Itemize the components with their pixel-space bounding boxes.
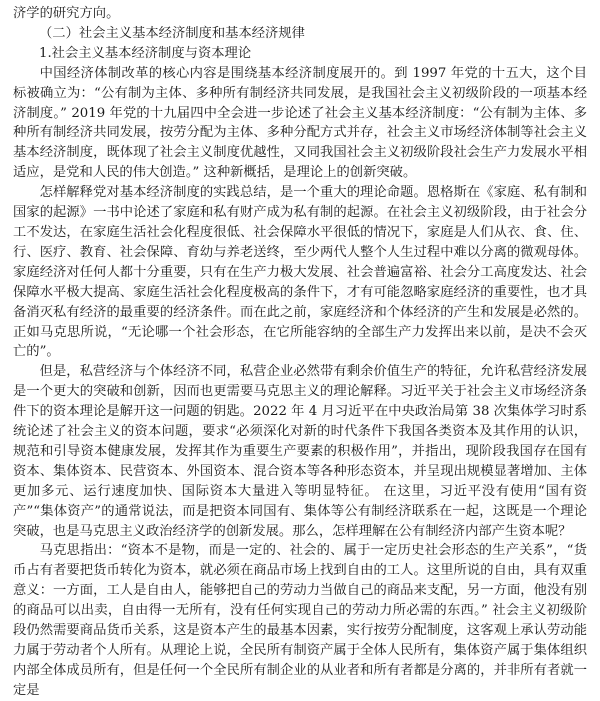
- paragraph: 但是，私营经济与个体经济不同，私营企业必然带有剩余价值生产的特征，允许私营经济发展是一个更大的突破和创新，因而也更需要马克思主义的理论解释。习近平关于社会主义市场经济条件下的资本理论是解开这一问题的钥匙。2022 年 4 月习近平在中央政治局第 38 次集体学习时系统论述了社会主义的资本问题，要求“必须深化对新的时代条件下我国各类资本及其作用的认识，规范和引导资本健康发展，发挥其作为重要生产要素的积极作用”，并指出，现阶段我国存在国有资本、集体资本、民营资本、外国资本、混合资本等各种形态资本，并呈现出规模显著增加、主体更加多元、运行速度加快、国际资本大量进入等明显特征。 在这里，习近平没有使用“国有资产”“集体资产”的通常说法，而是把资本同国有、集体等公有制经济联系在一起，这既是一个理论突破，也是马克思主义政治经济学的创新发展。那么，怎样理解在公有制经济内部产生资本呢？: [13, 364, 587, 539]
- paragraph: 马克思指出：“资本不是物，而是一定的、社会的、属于一定历史社会形态的生产关系”，“货币占有者要把货币转化为资本，就必须在商品市场上找到自由的工人。这里所说的自由，具有双重意义：一方面，工人是自由人，能够把自己的劳动力当做自己的商品来支配，另一方面，他没有别的商品可以出卖，自由得一无所有，没有任何实现自己的劳动力所必需的东西。” 社会主义初级阶段仍然需要商品货币关系，这是资本产生的最基本因素，实行按劳分配制度，这客观上承认劳动能力属于劳动者个人所有。从理论上说，全民所有制资产属于全体人民所有，集体资产属于集体组织内部全体成员所有，但是任何一个全民所有制企业的从业者和所有者都是分离的，并非所有者就一定是: [13, 543, 587, 698]
- section-heading: （二）社会主义基本经济制度和基本经济规律: [39, 25, 305, 41]
- paragraph: 中国经济体制改革的核心内容是围绕基本经济制度展开的。到 1997 年党的十五大，这个目标被确立为：“公有制为主体、多种所有制经济共同发展，是我国社会主义初级阶段的一项基本经济制度。” 2019 年党的十九届四中全会进一步论述了社会主义基本经济制度：“公有制为主体、多种所有制经济共同发展，按劳分配为主体、多种分配方式并存，社会主义市场经济体制等社会主义基本经济制度，既体现了社会主义制度优越性，又同我国社会主义初级阶段社会生产力发展水平相适应，是党和人民的伟大创造。” 这种新概括，是理论上的创新突破。: [13, 65, 587, 181]
- lead-fragment: 济学的研究方向。: [13, 6, 120, 21]
- subsection-heading: 1.社会主义基本经济制度与资本理论: [39, 45, 252, 61]
- paragraph: 怎样解释党对基本经济制度的实践总结，是一个重大的理论命题。恩格斯在《家庭、私有制和国家的起源》一书中论述了家庭和私有财产成为私有制的起源。在社会主义初级阶段，由于社会分工不发达，在家庭生活社会化程度很低、社会保障水平很低的情况下，家庭是人们从衣、食、住、行、医疗、教育、社会保障、育幼与养老送终，至少两代人整个人生过程中难以分离的微观母体。家庭经济对任何人都十分重要，只有在生产力极大发展、社会普遍富裕、社会分工高度发达、社会保障水平极大提高、家庭生活社会化程度极高的条件下，才有可能忽略家庭经济的重要性，也才具备消灭私有经济的最重要的经济条件。而在此之前，家庭经济和个体经济的产生和发展是必然的。正如马克思所说，“无论哪一个社会形态，在它所能容纳的全部生产力发挥出来以前，是决不会灭亡的”。: [13, 185, 587, 360]
